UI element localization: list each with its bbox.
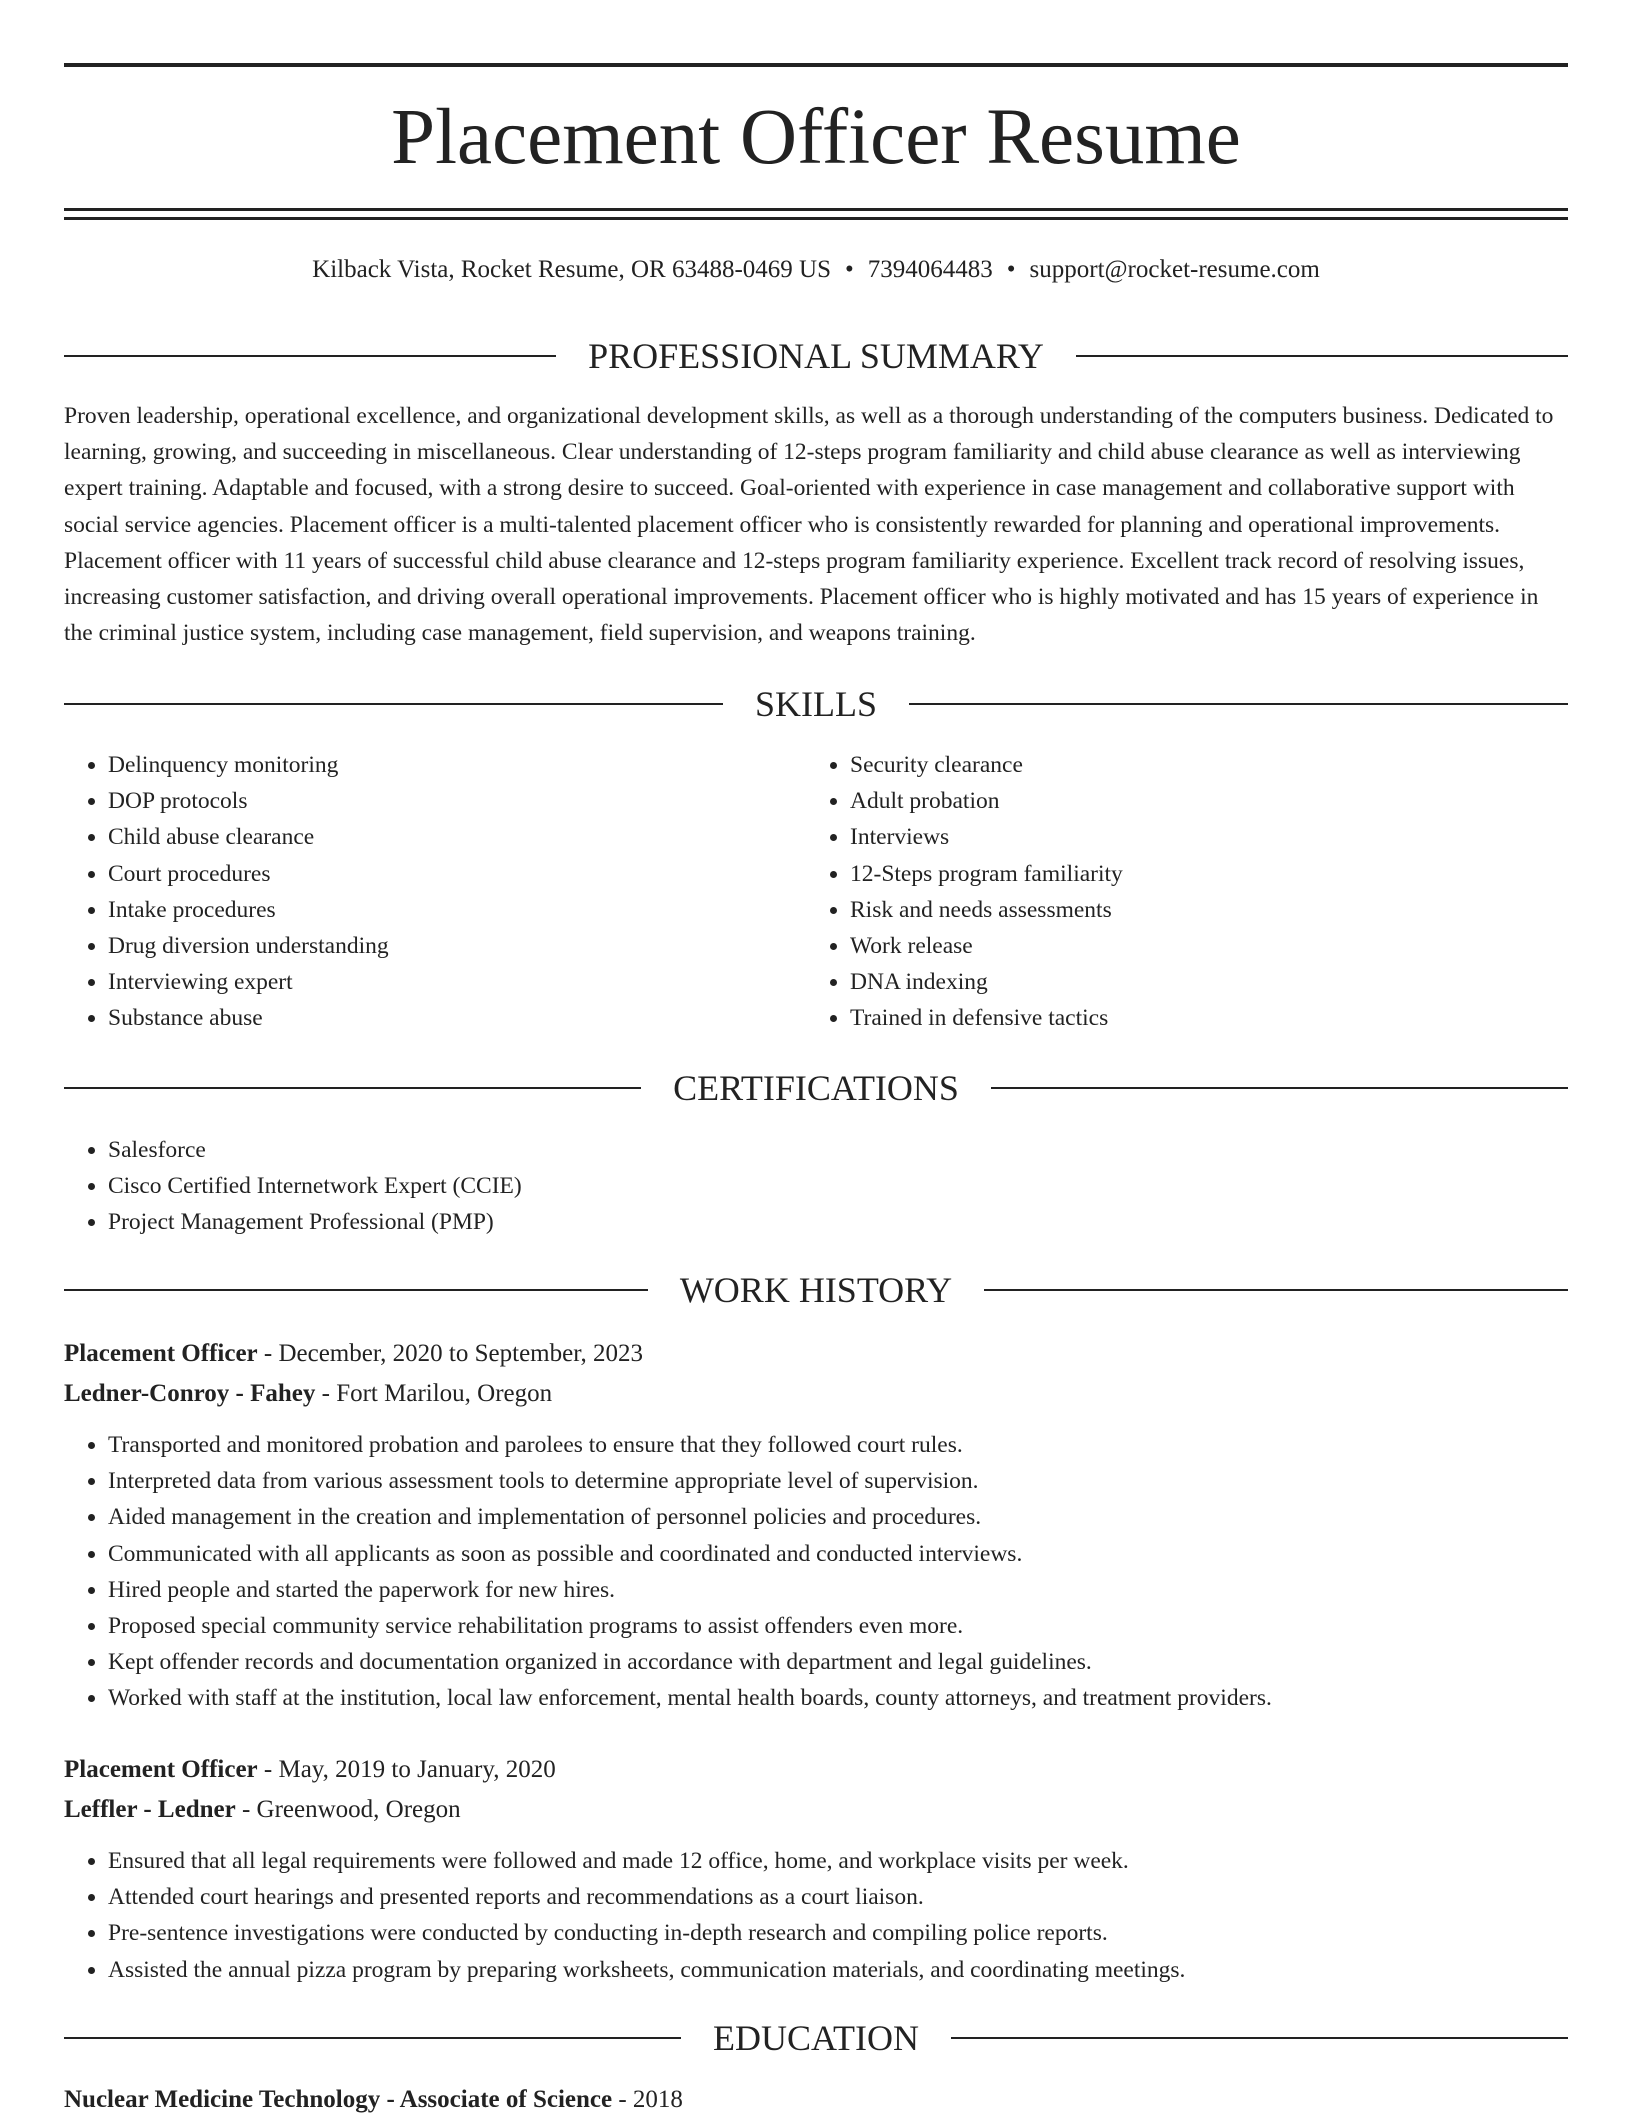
education-degree-line xyxy=(64,2082,1568,2118)
section-rule-right xyxy=(991,1087,1568,1089)
skill-item: • Security clearance xyxy=(850,747,1610,783)
section-rule-right xyxy=(909,703,1568,705)
job-dates: - December, 2020 to September, 2023 xyxy=(257,1340,644,1367)
job-dates: - May, 2019 to January, 2020 xyxy=(257,1756,556,1783)
skill-item: • Work release xyxy=(850,928,1610,964)
certification-item: • Cisco Certified Internetwork Expert (CCIE) xyxy=(108,1168,1612,1204)
skill-item: • Adult probation xyxy=(850,783,1610,819)
job-bullet: • Aided management in the creation and implementation of personnel policies and procedures. xyxy=(108,1499,1612,1535)
summary-section-header xyxy=(64,334,1568,378)
section-rule-right xyxy=(984,1289,1568,1291)
job-bullet: • Worked with staff at the institution, local law enforcement, mental health boards, county attorneys, and treatment providers. xyxy=(108,1680,1612,1716)
contact-phone: 7394064483 xyxy=(867,256,993,283)
skill-item: • DNA indexing xyxy=(850,964,1610,1000)
summary-text: Proven leadership, operational excellence, and organizational development skills, as well as a thorough understanding of the computers business. Dedicated to learning, growing, and succeeding in miscellaneous. Clear understanding of 12-steps program familiarity and child abuse clearance as well as interviewing expert training. Adaptable and focused, with a strong desire to succeed. Goal-oriented with experience in case management and collaborative support with social service agencies. Placement officer is a multi-talented placement officer who is consistently rewarded for planning and operational improvements. Placement officer with 11 years of successful child abuse clearance and 12-steps program familiarity experience. Excellent track record of resolving issues, increasing customer satisfaction, and driving overall operational improvements. Placement officer who is highly motivated and has 15 years of experience in the criminal justice system, including case management, field supervision, and weapons training. xyxy=(64,403,1554,647)
job-company: Ledner-Conroy - Fahey xyxy=(64,1380,316,1407)
contact-line xyxy=(64,253,1568,287)
job-company-line xyxy=(64,1376,1568,1412)
contact-email: support@rocket-resume.com xyxy=(1029,256,1320,283)
job-bullet: • Transported and monitored probation and parolees to ensure that they followed court rules. xyxy=(108,1427,1612,1463)
contact-address: Kilback Vista, Rocket Resume, OR 63488-0469 US xyxy=(312,256,831,283)
skill-item: • Interviewing expert xyxy=(108,964,808,1000)
skill-item: • Court procedures xyxy=(108,856,808,892)
title-double-divider xyxy=(64,208,1568,220)
certification-item: • Project Management Professional (PMP) xyxy=(108,1204,1612,1240)
job-bullet: • Pre-sentence investigations were conducted by conducting in-depth research and compiling police reports. xyxy=(108,1915,1612,1951)
summary-heading: PROFESSIONAL SUMMARY xyxy=(588,336,1044,376)
skill-item: • Interviews xyxy=(850,819,1610,855)
certifications-list xyxy=(64,1132,1612,1241)
job-bullet: • Proposed special community service rehabilitation programs to assist offenders even more. xyxy=(108,1608,1612,1644)
job-company-line xyxy=(64,1792,1568,1828)
job-bullet: • Attended court hearings and presented reports and recommendations as a court liaison. xyxy=(108,1879,1612,1915)
section-rule-left xyxy=(64,1289,648,1291)
job-title-line xyxy=(64,1336,1568,1372)
job-title: Placement Officer xyxy=(64,1340,258,1367)
job-bullet-list xyxy=(64,1843,1612,1988)
education-degree: Nuclear Medicine Technology - Associate of Science xyxy=(64,2086,613,2113)
skill-item: • Trained in defensive tactics xyxy=(850,1000,1610,1036)
job-location: - Greenwood, Oregon xyxy=(235,1796,461,1823)
certifications-section-header xyxy=(64,1066,1568,1110)
skills-section-header xyxy=(64,682,1568,726)
section-rule-left xyxy=(64,1087,641,1089)
job-bullet: • Interpreted data from various assessment tools to determine appropriate level of supervision. xyxy=(108,1463,1612,1499)
skill-item: • Child abuse clearance xyxy=(108,819,808,855)
skill-item: • 12-Steps program familiarity xyxy=(850,856,1610,892)
job-title: Placement Officer xyxy=(64,1756,258,1783)
job-bullet: • Assisted the annual pizza program by preparing worksheets, communication materials, and coordinating meetings. xyxy=(108,1952,1612,1988)
section-rule-left xyxy=(64,703,723,705)
job-bullet: • Hired people and started the paperwork for new hires. xyxy=(108,1572,1612,1608)
skill-item: • Intake procedures xyxy=(108,892,808,928)
skills-list-right xyxy=(806,747,1610,1037)
skill-item: • Delinquency monitoring xyxy=(108,747,808,783)
skills-heading: SKILLS xyxy=(755,684,878,724)
resume-title: Placement Officer Resume xyxy=(391,94,1241,181)
contact-separator: • xyxy=(1006,256,1016,283)
skills-list-left xyxy=(64,747,808,1037)
job-bullet: • Kept offender records and documentation organized in accordance with department and legal guidelines. xyxy=(108,1644,1612,1680)
job-bullet: • Communicated with all applicants as soon as possible and coordinated and conducted interviews. xyxy=(108,1536,1612,1572)
job-bullet-list xyxy=(64,1427,1612,1717)
skill-item: • DOP protocols xyxy=(108,783,808,819)
section-rule-left xyxy=(64,355,556,357)
education-section-header xyxy=(64,2016,1568,2060)
section-rule-right xyxy=(951,2037,1568,2039)
job-title-line xyxy=(64,1752,1568,1788)
contact-separator: • xyxy=(845,256,854,283)
section-rule-right xyxy=(1076,355,1568,357)
education-year: - 2018 xyxy=(612,2086,683,2113)
section-rule-left xyxy=(64,2037,681,2039)
job-company: Leffler - Ledner xyxy=(64,1796,236,1823)
work-history-heading: WORK HISTORY xyxy=(679,1270,953,1310)
education-heading: EDUCATION xyxy=(713,2018,919,2058)
work-history-section-header xyxy=(64,1268,1568,1312)
job-location: - Fort Marilou, Oregon xyxy=(315,1380,553,1407)
top-divider xyxy=(64,63,1568,67)
skill-item: • Risk and needs assessments xyxy=(850,892,1610,928)
job-bullet: • Ensured that all legal requirements were followed and made 12 office, home, and workplace visits per week. xyxy=(108,1843,1612,1879)
certifications-heading: CERTIFICATIONS xyxy=(673,1068,959,1108)
skill-item: • Drug diversion understanding xyxy=(108,928,808,964)
skill-item: • Substance abuse xyxy=(108,1000,808,1036)
certification-item: • Salesforce xyxy=(108,1132,1612,1168)
